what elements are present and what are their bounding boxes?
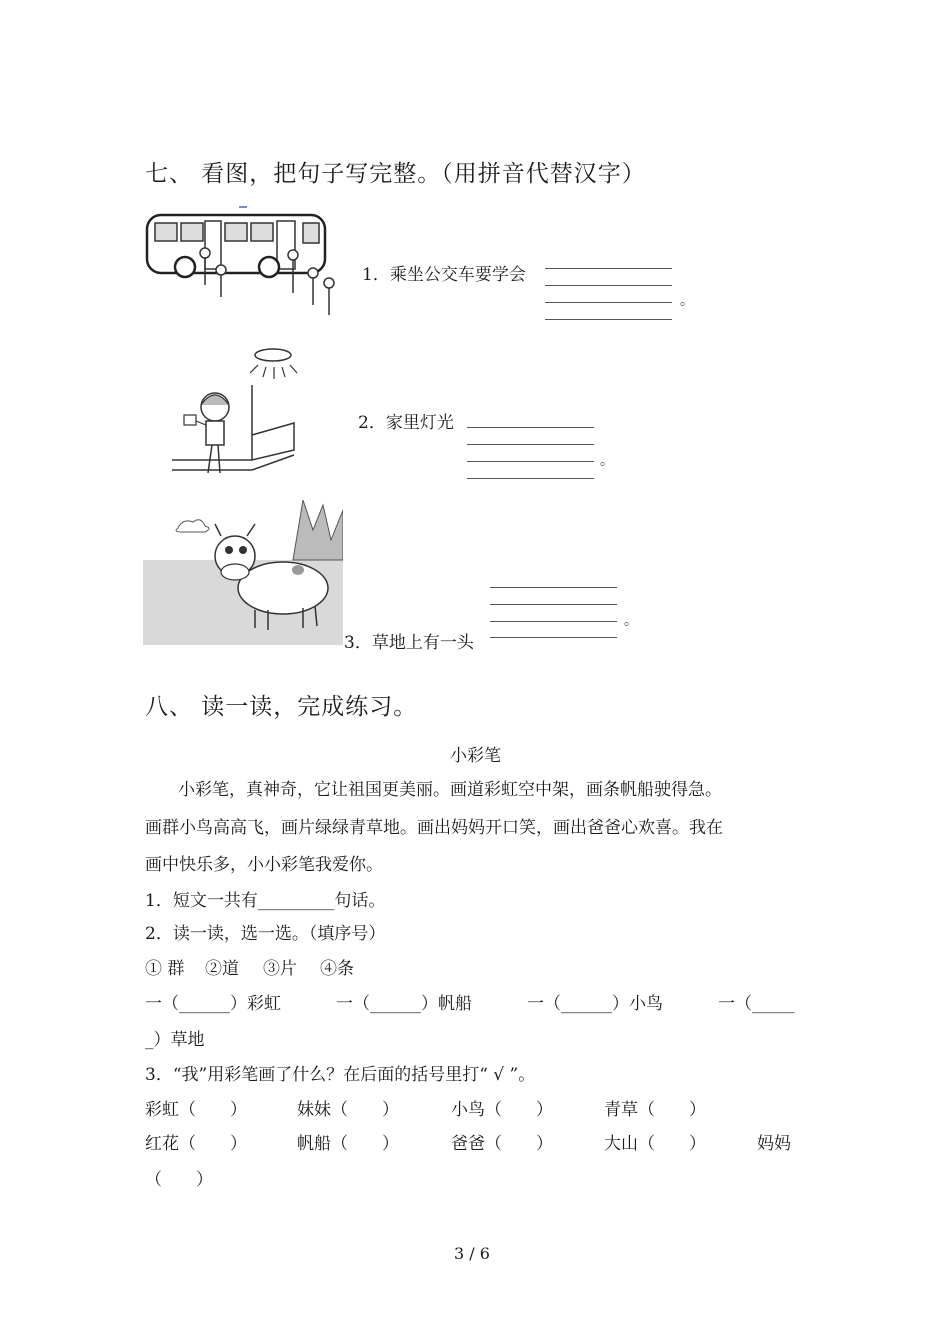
check-rainbow[interactable]: 彩虹（ ） [145, 1100, 247, 1120]
answer-line[interactable] [545, 285, 672, 286]
fill-blank-grass[interactable]: 一（_____ [718, 994, 795, 1014]
period-mark: 。 [600, 453, 614, 469]
check-sister[interactable]: 妹妹（ ） [297, 1100, 399, 1120]
girl-lamp-illustration [170, 345, 300, 480]
check-mom-label: 妈妈 [757, 1134, 791, 1154]
answer-line[interactable] [467, 444, 594, 445]
option-4: ④条 [320, 959, 354, 979]
option-1: ① 群 [145, 959, 185, 979]
answer-line[interactable] [467, 478, 594, 479]
option-2: ②道 [205, 959, 239, 979]
section-7-title: 七、 看图，把句子写完整。（用拼音代替汉字） [145, 161, 646, 187]
check-grass[interactable]: 青草（ ） [604, 1100, 706, 1120]
period-mark: 。 [680, 293, 694, 309]
passage-line: 画中快乐多，小小彩笔我爱你。 [145, 855, 383, 875]
check-flower[interactable]: 红花（ ） [145, 1134, 247, 1154]
answer-line[interactable] [545, 302, 672, 303]
fill-blank-grass-cont: _）草地 [145, 1030, 205, 1050]
answer-line[interactable] [490, 587, 617, 588]
bus-illustration [143, 205, 339, 320]
answer-line[interactable] [490, 604, 617, 605]
cow-illustration [143, 500, 343, 645]
answer-line[interactable] [467, 427, 594, 428]
fill-blank-bird[interactable]: 一（______）小鸟 [527, 994, 663, 1014]
check-mountain[interactable]: 大山（ ） [604, 1134, 706, 1154]
period-mark: 。 [624, 613, 638, 629]
option-3: ③片 [263, 959, 297, 979]
question-7-1-label: 1．乘坐公交车要学会 [362, 265, 526, 285]
section-8-title: 八、 读一读，完成练习。 [145, 694, 418, 720]
answer-line[interactable] [467, 461, 594, 462]
passage-title: 小彩笔 [450, 746, 501, 766]
answer-line[interactable] [490, 621, 617, 622]
check-dad[interactable]: 爸爸（ ） [451, 1134, 553, 1154]
question-8-2: 2．读一读，选一选。（填序号） [145, 924, 386, 944]
passage-line: 画群小鸟高高飞，画片绿绿青草地。画出妈妈开口笑，画出爸爸心欢喜。我在 [145, 818, 723, 838]
question-7-2-label: 2．家里灯光 [358, 413, 454, 433]
fill-blank-rainbow[interactable]: 一（______）彩虹 [145, 994, 281, 1014]
question-8-3: 3．“我”用彩笔画了什么？在后面的括号里打“ √ ”。 [145, 1065, 536, 1085]
question-8-1[interactable]: 1．短文一共有_________句话。 [145, 891, 386, 911]
answer-line[interactable] [545, 268, 672, 269]
fill-blank-boat[interactable]: 一（______）帆船 [336, 994, 472, 1014]
page-number: 3 / 6 [454, 1244, 490, 1263]
answer-line[interactable] [490, 637, 617, 638]
check-mom[interactable]: （ ） [145, 1170, 213, 1190]
question-7-3-label: 3．草地上有一头 [344, 633, 474, 653]
answer-line[interactable] [545, 319, 672, 320]
passage-line: 小彩笔，真神奇，它让祖国更美丽。画道彩虹空中架，画条帆船驶得急。 [178, 780, 722, 800]
check-boat[interactable]: 帆船（ ） [297, 1134, 399, 1154]
check-bird[interactable]: 小鸟（ ） [451, 1100, 553, 1120]
